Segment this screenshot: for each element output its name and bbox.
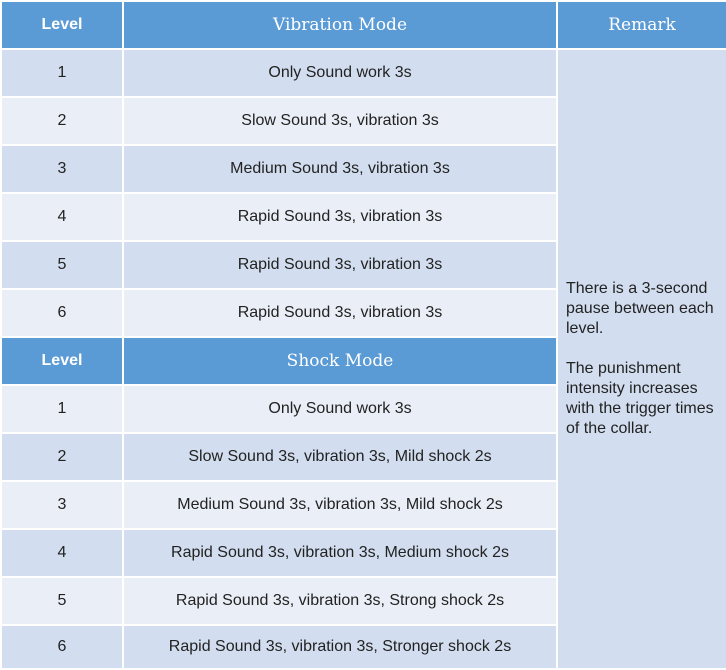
- vibration-level-header: Level: [1, 1, 123, 49]
- level-cell: 6: [1, 289, 123, 337]
- mode-cell: Rapid Sound 3s, vibration 3s, Medium shock 2s: [123, 529, 557, 577]
- mode-cell: Rapid Sound 3s, vibration 3s: [123, 193, 557, 241]
- level-cell: 1: [1, 385, 123, 433]
- mode-cell: Medium Sound 3s, vibration 3s, Mild shock 2s: [123, 481, 557, 529]
- shock-mode-header: Shock Mode: [123, 337, 557, 385]
- mode-cell: Rapid Sound 3s, vibration 3s: [123, 241, 557, 289]
- vibration-mode-header: Vibration Mode: [123, 1, 557, 49]
- level-cell: 1: [1, 49, 123, 97]
- level-cell: 4: [1, 193, 123, 241]
- level-cell: 2: [1, 97, 123, 145]
- table-row: [1, 49, 726, 97]
- level-cell: 6: [1, 625, 123, 669]
- mode-cell: Only Sound work 3s: [123, 385, 557, 433]
- mode-cell: Slow Sound 3s, vibration 3s: [123, 97, 557, 145]
- remark-header: Remark: [557, 1, 726, 49]
- remark-paragraph-intensity: The punishment intensity increases with the trigger times of the collar.: [566, 360, 714, 437]
- mode-cell: Slow Sound 3s, vibration 3s, Mild shock 2s: [123, 433, 557, 481]
- level-cell: 5: [1, 241, 123, 289]
- level-cell: 2: [1, 433, 123, 481]
- level-cell: 3: [1, 481, 123, 529]
- remark-spacer: [566, 339, 720, 359]
- shock-level-header: Level: [1, 337, 123, 385]
- mode-cell: Rapid Sound 3s, vibration 3s, Strong shock 2s: [123, 577, 557, 625]
- remark-cell: [557, 49, 726, 669]
- vibration-header-row: [1, 1, 726, 49]
- level-cell: 3: [1, 145, 123, 193]
- mode-cell: Only Sound work 3s: [123, 49, 557, 97]
- level-cell: 4: [1, 529, 123, 577]
- mode-cell: Rapid Sound 3s, vibration 3s: [123, 289, 557, 337]
- mode-cell: Medium Sound 3s, vibration 3s: [123, 145, 557, 193]
- remark-paragraph-pause: There is a 3-second pause between each level.: [566, 280, 714, 337]
- mode-cell: Rapid Sound 3s, vibration 3s, Stronger shock 2s: [123, 625, 557, 669]
- level-cell: 5: [1, 577, 123, 625]
